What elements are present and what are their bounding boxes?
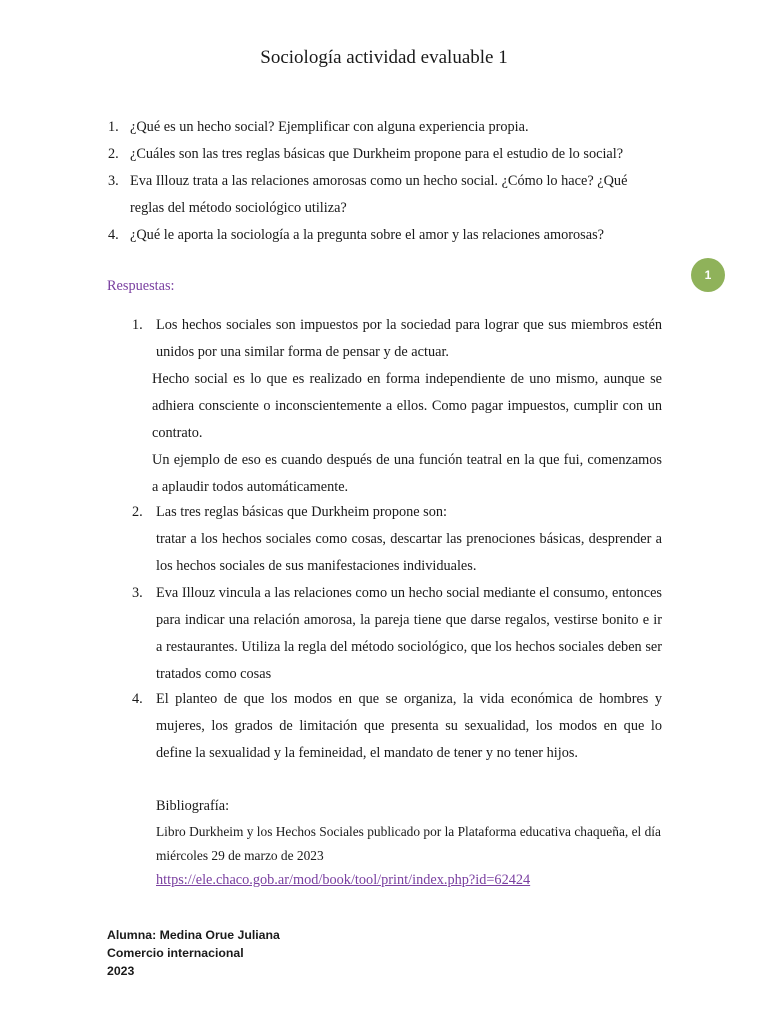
answer-paragraph: Un ejemplo de eso es cuando después de una función teatral en la que fui, comenzamos a aplaudir todos automáticamente. [152,452,662,495]
question-number: 3. [108,173,119,189]
page-title: Sociología actividad evaluable 1 [260,47,508,68]
bibliography-heading: Bibliografía: [156,798,230,814]
question-number: 4. [108,227,119,243]
answer-item [132,312,662,501]
bibliography-reference: Libro Durkheim y los Hechos Sociales publicado por la Plataforma educativa chaqueña, el día miércoles 29 de marzo de 2023 [156,824,661,863]
question-text: ¿Qué es un hecho social? Ejemplificar con alguna experiencia propia. [130,119,529,135]
responses-heading: Respuestas: [107,278,175,294]
page-number-badge: 1 [691,258,725,292]
answer-paragraph: Hecho social es lo que es realizado en forma independiente de uno mismo, aunque se adhiera consciente o inconscientemente a ellos. Como pagar impuestos, cumplir con un contrato. [152,371,662,441]
question-text: ¿Cuáles son las tres reglas básicas que Durkheim propone para el estudio de lo social? [130,146,624,162]
answer-item [132,580,662,688]
answer-item [132,686,662,767]
question-text: Eva Illouz trata a las relaciones amorosas como un hecho social. ¿Cómo lo hace? ¿Qué [130,173,628,189]
student-info [107,926,280,980]
bibliography [156,793,666,892]
question-number: 2. [108,146,119,162]
answer-paragraph: Eva Illouz vincula a las relaciones como un hecho social mediante el consumo, entonces para indicar una relación amorosa, la pareja tiene que darse regalos, vestirse bonito e ir a restaurantes. Utiliza la regla del método sociológico, que los hechos sociales deben ser tratados como cosas [156,585,662,682]
student-name: Alumna: Medina Orue Juliana [107,928,280,942]
answer-number: 3. [132,585,143,601]
course-name: Comercio internacional [107,946,244,960]
answer-paragraph: Las tres reglas básicas que Durkheim propone son: [156,504,448,520]
question-item [108,222,604,249]
year-label: 2023 [107,964,135,978]
answer-paragraph: Los hechos sociales son impuestos por la sociedad para lograr que sus miembros estén unidos por una similar forma de pensar y de actuar. [156,317,662,360]
question-item [108,114,529,141]
question-item [108,141,623,168]
answer-number: 2. [132,504,143,520]
bibliography-link[interactable]: https://ele.chaco.gob.ar/mod/book/tool/print/index.php?id=62424 [156,872,531,888]
answer-number: 1. [132,317,143,333]
question-item [108,168,627,222]
answer-item [132,499,662,580]
answer-paragraph: El planteo de que los modos en que se organiza, la vida económica de hombres y mujeres, los grados de limitación que presenta su sexualidad, los modos en que lo define la sexualidad y la femineidad, el mandato de tener y no tener hijos. [156,691,662,761]
question-text-continued: reglas del método sociológico utiliza? [130,200,347,216]
question-text: ¿Qué le aporta la sociología a la pregunta sobre el amor y las relaciones amorosas? [130,227,604,243]
answer-paragraph: tratar a los hechos sociales como cosas, descartar las prenociones básicas, desprender a los hechos sociales de sus manifestaciones individuales. [156,531,662,574]
question-number: 1. [108,119,119,135]
answer-number: 4. [132,691,143,707]
